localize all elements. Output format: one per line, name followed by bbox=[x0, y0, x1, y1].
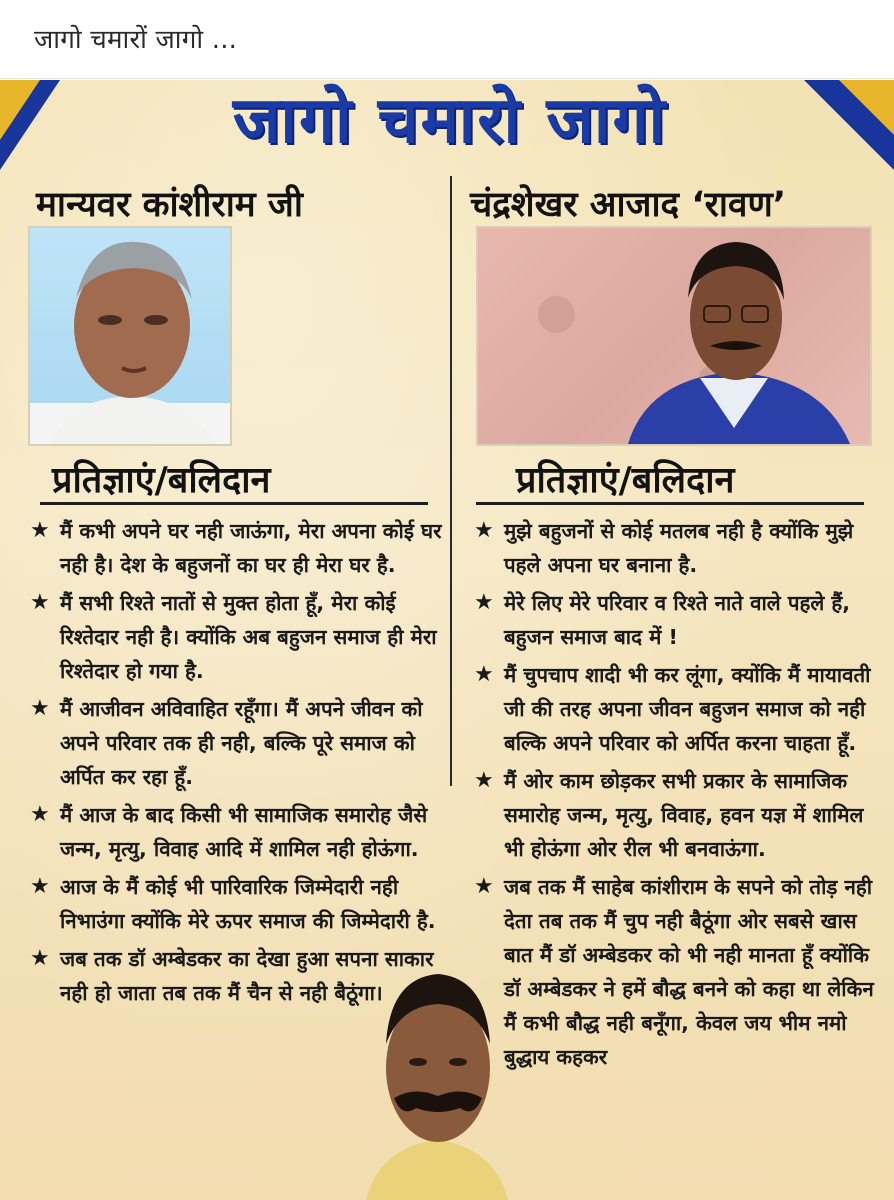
star-icon: ★ bbox=[30, 590, 50, 615]
star-icon: ★ bbox=[30, 874, 50, 899]
star-icon: ★ bbox=[30, 946, 50, 971]
list-item bbox=[30, 798, 448, 866]
star-icon: ★ bbox=[474, 518, 494, 543]
pledge-text: आज के मैं कोई भी पारिवारिक जिम्मेदारी नही निभाउंगा क्योंकि मेरे ऊपर समाज की जिम्मेदारी है. bbox=[60, 875, 436, 933]
left-pledges-list bbox=[30, 514, 448, 1014]
column-divider bbox=[450, 176, 452, 786]
post-caption: जागो चमारों जागो ... bbox=[34, 25, 238, 55]
star-icon: ★ bbox=[30, 696, 50, 721]
star-icon: ★ bbox=[474, 590, 494, 615]
list-item bbox=[474, 658, 884, 760]
bottom-portrait-illustration bbox=[364, 948, 510, 1200]
left-portrait-photo bbox=[28, 226, 232, 446]
star-icon: ★ bbox=[474, 768, 494, 793]
pledge-text: मैं चुपचाप शादी भी कर लूंगा, क्योंकि मैं मायावती जी की तरह अपना जीवन बहुजन समाज को नही बल्कि अपने परिवार को अर्पित करना चाहता हूँ. bbox=[504, 663, 871, 755]
right-person-name: चंद्रशेखर आजाद ‘रावण’ bbox=[470, 185, 787, 225]
right-portrait-photo bbox=[476, 226, 872, 446]
pledge-text: मैं आजीवन अविवाहित रहूँगा। मैं अपने जीवन को अपने परिवार तक ही नही, बल्कि पूरे समाज को अर्पित कर रहा हूँ. bbox=[60, 697, 423, 789]
pledge-text: मैं आज के बाद किसी भी सामाजिक समारोह जैसे जन्म, मृत्यु, विवाह आदि में शामिल नही होऊंगा. bbox=[60, 803, 428, 861]
right-pledges-heading: प्रतिज्ञाएं/बलिदान bbox=[516, 460, 735, 501]
right-portrait-illustration bbox=[478, 228, 870, 444]
star-icon: ★ bbox=[474, 874, 494, 899]
right-pledges-list bbox=[474, 514, 884, 1078]
pledge-text: जब तक डॉ अम्बेडकर का देखा हुआ सपना साकार नही हो जाता तब तक मैं चैन से नही बैठूंगा। bbox=[60, 947, 434, 1005]
bottom-portrait-photo bbox=[364, 948, 510, 1200]
pledge-text: मुझे बहुजनों से कोई मतलब नही है क्योंकि मुझे पहले अपना घर बनाना है. bbox=[504, 519, 854, 577]
list-item bbox=[30, 692, 448, 794]
corner-decoration-right-gold bbox=[839, 80, 894, 135]
star-icon: ★ bbox=[474, 662, 494, 687]
left-heading-underline bbox=[40, 502, 428, 505]
list-item bbox=[474, 514, 884, 582]
star-icon: ★ bbox=[30, 518, 50, 543]
pledge-text: जब तक मैं साहेब कांशीराम के सपने को तोड़ नही देता तब तक मैं चुप नही बैठूंगा ओर सबसे खास बात मैं डॉ अम्बेडकर को भी नही मानता हूँ क्योंकि डॉ अम्बेडकर ने हमें बौद्ध बनने को कहा था लेकिन मैं कभी बौद्ध नही बनूँगा, केवल जय भीम नमो बुद्धाय कहकर bbox=[504, 875, 874, 1069]
list-item bbox=[30, 586, 448, 688]
pledge-text: मैं कभी अपने घर नही जाऊंगा, मेरा अपना कोई घर नही है। देश के बहुजनों का घर ही मेरा घर है. bbox=[60, 519, 442, 577]
poster-title: जागो चमारो जागो bbox=[232, 84, 668, 158]
poster-image bbox=[0, 80, 894, 1200]
list-item bbox=[474, 764, 884, 866]
list-item bbox=[30, 870, 448, 938]
post-header bbox=[0, 0, 894, 79]
pledge-text: मैं सभी रिश्ते नातों से मुक्त होता हूँ, मेरा कोई रिश्तेदार नही है। क्योंकि अब बहुजन समाज ही मेरा रिश्तेदार हो गया है. bbox=[60, 591, 437, 683]
list-item bbox=[30, 514, 448, 582]
left-portrait-illustration bbox=[30, 228, 230, 444]
left-pledges-heading: प्रतिज्ञाएं/बलिदान bbox=[52, 460, 271, 501]
left-person-name: मान्यवर कांशीराम जी bbox=[36, 185, 303, 225]
star-icon: ★ bbox=[30, 802, 50, 827]
list-item bbox=[474, 870, 884, 1074]
corner-decoration-left-gold bbox=[0, 80, 40, 140]
pledge-text: मैं ओर काम छोड़कर सभी प्रकार के सामाजिक समारोह जन्म, मृत्यु, विवाह, हवन यज्ञ में शामिल भी होऊंगा ओर रील भी बनवाऊंगा. bbox=[504, 769, 864, 861]
pledge-text: मेरे लिए मेरे परिवार व रिश्ते नाते वाले पहले हैं, बहुजन समाज बाद में ! bbox=[504, 591, 851, 649]
right-heading-underline bbox=[476, 502, 864, 505]
list-item bbox=[474, 586, 884, 654]
